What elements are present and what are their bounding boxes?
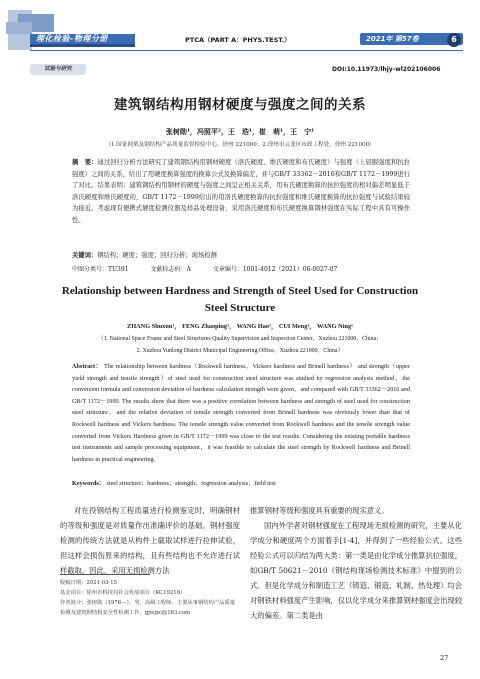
- body-left-column: 对在役钢结构工程质量进行检测鉴定时，明确钢材的等级和强度是对质量作出准确评价的基础。钢材强度检测的传统方法就是从构件上截取试样进行拉伸试验，但这样会损伤原来的结构，且有些结构也不允许进行试样截取。因此，采用无损检测方法: [60, 506, 240, 575]
- issue-text: 2021年 第57卷: [366, 35, 419, 43]
- english-abstract-text: The relationship between hardness（Rockwell hardness，Vickers hardness and Brinell hardness） and strength（upper yield strength and tensile strength）of steel used for construction steel structure was studied by regression analysis method，the conversion formula and conversion deviation of hardness calculation strength were given，and compared with GB/T 33362－2016 and GB/T 1172－1999. The results show that there was a positive correlation between hardness and strength of steel used for construction steel structure，and the relative deviation of tensile strength converted from Brinell hardness was obviously lower than that of Rockwell hardness and Vickers hardness. The tensile strength value converted from Rockwell hardness and the tensile strength value converted from Vickers Hardness given in GB/T 1172－1999 was close to the test results. Considering the existing portable hardness test instruments and sample processing equipment，it was feasible to calculate the steel strength by Rockwell hardness and Brinell hardness in practical engineering.: [72, 363, 410, 463]
- chinese-keywords-label: 关键词：: [72, 252, 98, 259]
- chinese-keywords: [72, 250, 410, 259]
- funding: 基金项目：徐州市科技局社会发展项目（KC19216）: [60, 590, 186, 596]
- chinese-abstract: [72, 157, 410, 227]
- english-title: Relationship between Hardness and Strength of Steel Used for Construction Steel Structure: [61, 285, 419, 314]
- header-divider: [30, 50, 463, 51]
- body-right-paragraph-1: 推算钢材等级和强度具有重要的现实意义。: [250, 506, 389, 515]
- english-keywords-text: steel structure；hardness；strength；regression analysis；field test: [106, 480, 276, 487]
- classification-line: [72, 264, 410, 273]
- body-right-paragraph-2: 国内外学者对钢材强度在工程现场无损检测的研究，主要从化学成分和硬度两个方面着手[1-4]，并得到了一些经验公式。这些经验公式可以归结为两大类：第一类是由化学成分推算抗拉强度，如GB/T 50621－2010《钢结构现场检测技术标准》中提到的公式。但是化学成分和制造工艺（铸造、锻造、轧制、热处理）均会对钢铁材料强度产生影响，仅以化学成分来推算钢材强度会出现较大的偏差。第二类是由: [250, 521, 462, 620]
- author-bio: 作者简介：张树勋（1976－），男，高级工程师，主要从事钢结构产品质量检测及建筑钢结构安全性检测工作，gjwjxc@163.com: [60, 600, 236, 616]
- english-keywords: [72, 478, 410, 487]
- english-keywords-label: Keywords：: [72, 480, 105, 487]
- chinese-keywords-text: 钢结构；硬度；强度；回归分析；现场检测: [97, 252, 217, 259]
- chinese-affiliation: （1.国家网架及钢结构产品质量监督检验中心，徐州 221000；2.徐州市云龙区市政工程处，徐州 221000）: [105, 142, 375, 148]
- chinese-authors: 张树勋¹，冯照平²，王 浩¹，崔 萌¹，王 宁¹: [165, 127, 315, 136]
- footnote-divider: [60, 574, 150, 575]
- english-abstract-label: Abstract：: [72, 363, 103, 370]
- document-code: 文献标志码：A: [150, 266, 191, 273]
- body-right-column: [250, 503, 462, 623]
- article-id: 文章编号：1001-4012（2021）06-0027-07: [212, 266, 338, 273]
- chinese-abstract-text: 通过回归分析方法研究了建筑钢结构用钢材硬度（洛氏硬度、维氏硬度和布氏硬度）与强度（上屈服强度和抗拉强度）之间的关系，给出了用硬度换算强度的换算公式及换算偏差，并与GB/T 33362－2016和GB/T 1172－1999进行了对比。结果表明：建筑钢结构用钢材的硬度与强度之间呈正相关关系，用布氏硬度换算的抗拉强度的相对偏差明显低于洛氏硬度和维氏硬度的，GB/T 1172－1999给出的用洛氏硬度换算的抗拉强度和维氏硬度换算的抗拉强度与试验结果较为接近。考虑现有便携式硬度检测仪器及样品处理设备，采用洛氏硬度和布氏硬度换算钢材强度在实际工程中具有可操作性。: [72, 159, 410, 224]
- logo-stripe: [30, 44, 135, 47]
- doi: DOI:10.11973/lhjy-wl202106006: [332, 66, 441, 73]
- issue-number-badge: 6: [447, 33, 461, 47]
- english-abstract: [72, 361, 410, 465]
- page-number: 27: [440, 654, 449, 662]
- classification-number: 中图分类号：TU391: [72, 266, 129, 273]
- journal-title: PTCA（PART A：PHYS.TEST.）: [185, 36, 291, 44]
- page-header: [0, 0, 480, 56]
- chinese-title: 建筑钢结构用钢材硬度与强度之间的关系: [114, 97, 366, 113]
- section-tag: 试验与研究: [30, 64, 86, 75]
- chinese-abstract-label: 摘 要：: [72, 159, 98, 166]
- journal-logo-text: 理化检验-物理分册: [36, 34, 108, 43]
- english-affiliation-1: （1. National Space Frame and Steel Structures Quality Supervision and Inspection Center，Xuzhou 221000，China；: [97, 336, 383, 342]
- received-date: 收稿日期：2021-03-15: [60, 580, 118, 586]
- footnote: [60, 578, 240, 618]
- english-authors: ZHANG Shuxun¹， FENG Zhaoping²， WANG Hao¹， CUI Meng¹， WANG Ning¹: [127, 323, 353, 330]
- english-affiliation-2: 2. Xuzhou Yunlong District Municipal Engineering Office，Xuzhou 221000，China）: [136, 348, 344, 354]
